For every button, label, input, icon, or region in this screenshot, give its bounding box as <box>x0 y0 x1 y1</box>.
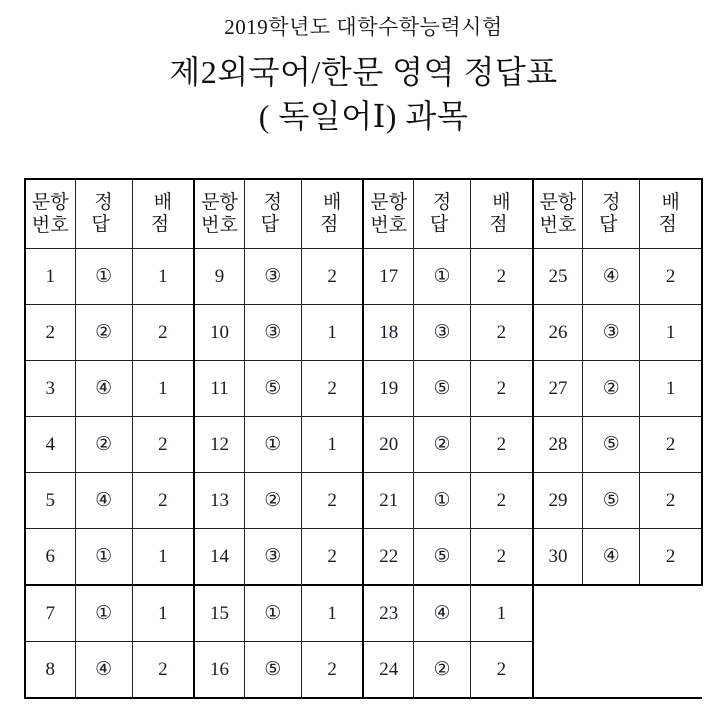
header-points-2 <box>301 179 363 249</box>
circled-answer-glyph: ⑤ <box>264 658 282 680</box>
cell-question-number: 7 <box>25 585 75 642</box>
header-qnum-line1: 문항 <box>31 192 69 213</box>
cell-question-number: 8 <box>25 642 75 699</box>
cell-question-number: 14 <box>194 529 244 586</box>
circled-answer-glyph: ② <box>264 489 282 511</box>
cell-answer <box>414 529 471 586</box>
cell-answer <box>244 417 301 473</box>
cell-answer <box>75 529 132 586</box>
cell-points: 2 <box>640 249 702 305</box>
cell-question-number: 29 <box>533 473 583 529</box>
cell-points: 2 <box>301 473 363 529</box>
cell-points: 2 <box>132 305 194 361</box>
exam-year-title: 2019학년도 대학수학능력시험 <box>224 15 503 39</box>
cell-points: 2 <box>471 249 533 305</box>
cell-question-number: 15 <box>194 585 244 642</box>
cell-points: 2 <box>640 473 702 529</box>
cell-points: 2 <box>640 417 702 473</box>
cell-question-number: 18 <box>363 305 413 361</box>
cell-points: 2 <box>471 417 533 473</box>
header-qnum-line2: 번호 <box>370 215 408 236</box>
subject-name-title: ( 독일어Ⅰ) 과목 <box>258 98 469 134</box>
header-answer-1 <box>75 179 132 249</box>
cell-empty-answer <box>583 585 640 642</box>
header-row <box>25 179 702 249</box>
cell-answer <box>583 529 640 586</box>
cell-points: 1 <box>640 305 702 361</box>
cell-points: 1 <box>301 585 363 642</box>
circled-answer-glyph: ⑤ <box>602 489 620 511</box>
cell-points: 1 <box>301 305 363 361</box>
table-header <box>25 179 702 249</box>
cell-answer <box>244 529 301 586</box>
header-qnum-line2: 번호 <box>201 215 238 236</box>
cell-points: 1 <box>132 585 194 642</box>
cell-answer <box>75 305 132 361</box>
cell-question-number: 20 <box>363 417 413 473</box>
cell-answer <box>75 249 132 305</box>
cell-answer <box>75 473 132 529</box>
cell-points: 1 <box>640 361 702 417</box>
table-row <box>25 473 702 529</box>
cell-points: 2 <box>471 361 533 417</box>
circled-answer-glyph: ④ <box>602 545 620 567</box>
cell-points: 2 <box>301 642 363 699</box>
circled-answer-glyph: ⑤ <box>264 377 282 399</box>
page-title-block <box>0 0 727 138</box>
header-qnum-line1: 문항 <box>539 192 577 213</box>
table-row <box>25 305 702 361</box>
cell-answer <box>75 417 132 473</box>
cell-answer <box>583 361 640 417</box>
cell-answer <box>414 305 471 361</box>
circled-answer-glyph: ① <box>95 265 113 287</box>
cell-answer <box>244 473 301 529</box>
cell-question-number: 2 <box>25 305 75 361</box>
cell-answer <box>414 361 471 417</box>
header-points-label-4: 배 점 <box>658 192 686 235</box>
header-question-number-2 <box>194 179 244 249</box>
circled-answer-glyph: ③ <box>264 265 282 287</box>
cell-answer <box>75 642 132 699</box>
cell-question-number: 21 <box>363 473 413 529</box>
cell-question-number: 6 <box>25 529 75 586</box>
cell-points: 1 <box>471 585 533 642</box>
header-answer-label-1: 정 답 <box>91 192 119 235</box>
header-qnum-line1: 문항 <box>370 192 408 213</box>
circled-answer-glyph: ④ <box>433 602 451 624</box>
table-row <box>25 361 702 417</box>
cell-question-number: 27 <box>533 361 583 417</box>
cell-question-number: 25 <box>533 249 583 305</box>
cell-points: 1 <box>132 249 194 305</box>
cell-empty-points <box>640 642 702 699</box>
cell-question-number: 10 <box>194 305 244 361</box>
header-qnum-line1: 문항 <box>201 192 238 213</box>
circled-answer-glyph: ① <box>433 489 451 511</box>
header-answer-3 <box>414 179 471 249</box>
circled-answer-glyph: ③ <box>602 321 620 343</box>
circled-answer-glyph: ① <box>264 433 282 455</box>
circled-answer-glyph: ① <box>95 602 113 624</box>
circled-answer-glyph: ④ <box>95 489 113 511</box>
cell-points: 2 <box>471 529 533 586</box>
circled-answer-glyph: ④ <box>602 265 620 287</box>
answer-key-table <box>24 178 703 699</box>
cell-answer <box>244 642 301 699</box>
cell-points: 2 <box>301 361 363 417</box>
cell-points: 1 <box>132 361 194 417</box>
cell-answer <box>414 249 471 305</box>
table-body <box>25 249 702 699</box>
cell-points: 1 <box>301 417 363 473</box>
cell-answer <box>414 585 471 642</box>
cell-question-number: 23 <box>363 585 413 642</box>
header-qnum-line2: 번호 <box>539 215 577 236</box>
cell-question-number: 22 <box>363 529 413 586</box>
circled-answer-glyph: ② <box>433 658 451 680</box>
header-points-4 <box>640 179 702 249</box>
cell-answer <box>414 642 471 699</box>
cell-points: 2 <box>301 529 363 586</box>
cell-question-number: 19 <box>363 361 413 417</box>
cell-question-number: 28 <box>533 417 583 473</box>
header-answer-4 <box>583 179 640 249</box>
table-row <box>25 417 702 473</box>
header-answer-label-2: 정 답 <box>260 192 288 235</box>
cell-question-number: 26 <box>533 305 583 361</box>
table-row <box>25 642 702 699</box>
header-answer-label-4: 정 답 <box>599 192 627 235</box>
cell-question-number: 3 <box>25 361 75 417</box>
table-row <box>25 529 702 586</box>
cell-question-number: 16 <box>194 642 244 699</box>
cell-empty-question-number <box>533 642 583 699</box>
cell-points: 2 <box>132 642 194 699</box>
table-row <box>25 585 702 642</box>
cell-answer <box>75 585 132 642</box>
circled-answer-glyph: ② <box>95 321 113 343</box>
circled-answer-glyph: ① <box>433 265 451 287</box>
cell-points: 2 <box>640 529 702 586</box>
header-question-number-3 <box>363 179 413 249</box>
circled-answer-glyph: ⑤ <box>433 545 451 567</box>
cell-question-number: 13 <box>194 473 244 529</box>
cell-points: 2 <box>471 473 533 529</box>
cell-question-number: 9 <box>194 249 244 305</box>
cell-answer <box>244 361 301 417</box>
header-question-number-4 <box>533 179 583 249</box>
cell-answer <box>244 249 301 305</box>
cell-answer <box>583 249 640 305</box>
cell-question-number: 12 <box>194 417 244 473</box>
circled-answer-glyph: ② <box>95 433 113 455</box>
circled-answer-glyph: ⑤ <box>602 433 620 455</box>
subject-area-title: 제2외국어/한문 영역 정답표 <box>169 54 558 90</box>
header-points-label-1: 배 점 <box>150 192 179 235</box>
cell-question-number: 5 <box>25 473 75 529</box>
circled-answer-glyph: ① <box>95 545 113 567</box>
header-points-label-2: 배 점 <box>319 192 348 235</box>
cell-answer <box>244 585 301 642</box>
cell-question-number: 17 <box>363 249 413 305</box>
circled-answer-glyph: ⑤ <box>433 377 451 399</box>
cell-points: 2 <box>471 642 533 699</box>
cell-empty-question-number <box>533 585 583 642</box>
circled-answer-glyph: ③ <box>264 321 282 343</box>
cell-points: 2 <box>132 473 194 529</box>
cell-answer <box>244 305 301 361</box>
cell-question-number: 30 <box>533 529 583 586</box>
header-points-3 <box>471 179 533 249</box>
header-answer-2 <box>244 179 301 249</box>
circled-answer-glyph: ④ <box>95 658 113 680</box>
cell-answer <box>583 417 640 473</box>
header-points-1 <box>132 179 194 249</box>
cell-answer <box>414 417 471 473</box>
cell-question-number: 1 <box>25 249 75 305</box>
table-row <box>25 249 702 305</box>
cell-answer <box>414 473 471 529</box>
header-answer-label-3: 정 답 <box>429 192 458 235</box>
header-qnum-line2: 번호 <box>31 215 69 236</box>
cell-answer <box>75 361 132 417</box>
cell-points: 1 <box>132 529 194 586</box>
cell-question-number: 24 <box>363 642 413 699</box>
cell-question-number: 4 <box>25 417 75 473</box>
header-points-label-3: 배 점 <box>489 192 517 235</box>
cell-points: 2 <box>471 305 533 361</box>
answer-table-wrap <box>24 178 703 699</box>
circled-answer-glyph: ④ <box>95 377 113 399</box>
cell-question-number: 11 <box>194 361 244 417</box>
circled-answer-glyph: ③ <box>264 545 282 567</box>
circled-answer-glyph: ② <box>602 377 620 399</box>
cell-points: 2 <box>132 417 194 473</box>
circled-answer-glyph: ③ <box>433 321 451 343</box>
header-question-number-1 <box>25 179 75 249</box>
cell-answer <box>583 305 640 361</box>
cell-answer <box>583 473 640 529</box>
circled-answer-glyph: ① <box>264 602 282 624</box>
cell-empty-answer <box>583 642 640 699</box>
cell-empty-points <box>640 585 702 642</box>
cell-points: 2 <box>301 249 363 305</box>
circled-answer-glyph: ② <box>433 433 451 455</box>
